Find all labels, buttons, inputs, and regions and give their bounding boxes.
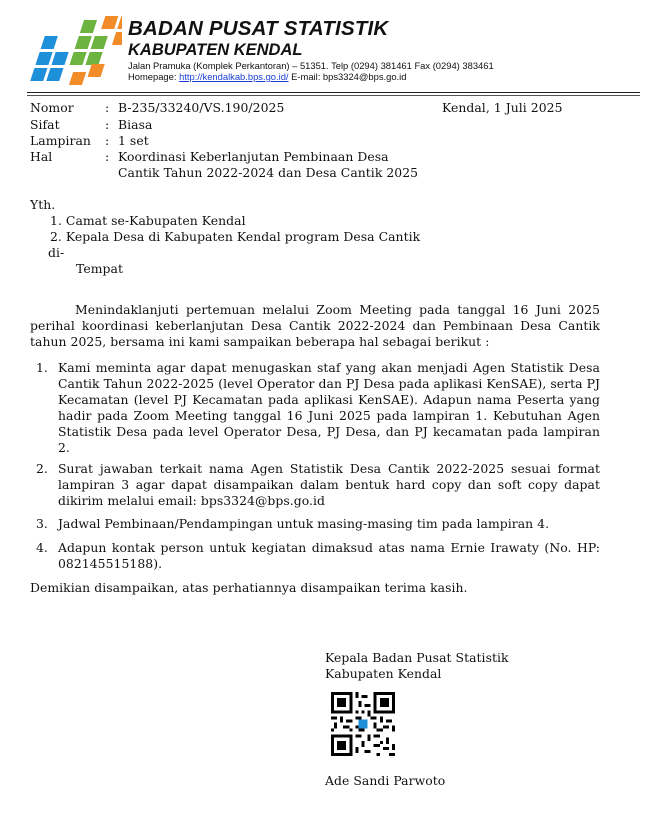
homepage-link[interactable]: http://kendalkab.bps.go.id/ [179,71,289,82]
org-block [128,18,494,82]
di-label: di- [48,245,65,260]
yth-label: Yth. [30,197,56,212]
org-name: BADAN PUSAT STATISTIK [128,17,389,40]
lampiran-label: Lampiran [30,133,91,148]
list-item-number: 3. [36,516,48,531]
list-item [30,360,600,456]
recipient-item: 1. Camat se-Kabupaten Kendal [50,213,246,228]
org-contacts [128,71,494,82]
homepage-label: Homepage: [128,71,180,82]
list-item-number: 4. [36,540,48,555]
lampiran-value: 1 set [118,133,149,148]
opening-paragraph [30,302,600,350]
letter-date: Kendal, 1 Juli 2025 [442,100,563,115]
signatory-name: Ade Sandi Parwoto [325,773,446,788]
letterhead-rule-thin [27,95,640,96]
qr-code-icon [331,692,395,756]
list-item [30,461,600,511]
signatory-title-line1: Kepala Badan Pusat Statistik [325,650,509,665]
email-text: E-mail: bps3324@bps.go.id [288,71,407,82]
org-address: Jalan Pramuka (Komplek Perkantoran) – 51351. Telp (0294) 381461 Fax (0294) 383461 [128,60,494,71]
hal-colon: : [105,149,110,164]
closing-sentence: Demikian disampaikan, atas perhatiannya disampaikan terima kasih. [30,580,468,595]
recipient-item: 2. Kepala Desa di Kabupaten Kendal program Desa Cantik [50,229,421,244]
list-item-number: 2. [36,461,48,476]
hal-label: Hal [30,149,53,164]
sifat-value: Biasa [118,117,153,132]
tempat-label: Tempat [76,261,123,276]
list-item [30,540,600,574]
bps-logo-icon [30,14,122,92]
nomor-value: B-235/33240/VS.190/2025 [118,100,285,115]
hal-value-line2: Cantik Tahun 2022-2024 dan Desa Cantik 2025 [118,165,419,180]
list-item-text: Jadwal Pembinaan/Pendampingan untuk masing-masing tim pada lampiran 4. [58,516,550,531]
nomor-colon: : [105,100,110,115]
nomor-label: Nomor [30,100,74,115]
opening-text: Menindaklanjuti pertemuan melalui Zoom Meeting pada tanggal 16 Juni 2025 perihal koordinasi keberlanjutan Desa Cantik 2022-2024 dan Pembinaan Desa Cantik tahun 2025, bersama ini kami sampaikan beberapa hal sebagai berikut : [30,302,600,349]
list-item-text: Kami meminta agar dapat menugaskan staf yang akan menjadi Agen Statistik Desa Cantik Tahun 2022-2025 (level Operator dan PJ Desa pada aplikasi KenSAE), serta PJ Kecamatan (level PJ Kecamatan pada aplikasi KenSAE). Adapun nama Peserta yang hadir pada Zoom Meeting tanggal 16 Juni 2025 pada lampiran 1. Kebutuhan Agen Statistik Desa pada level Operator Desa, PJ Desa, dan PJ kecamatan pada lampiran 2. [58,360,600,455]
hal-value-line1: Koordinasi Keberlanjutan Pembinaan Desa [118,149,389,164]
org-region: KABUPATEN KENDAL [128,41,303,59]
sifat-label: Sifat [30,117,60,132]
list-item-text: Surat jawaban terkait nama Agen Statistik Desa Cantik 2022-2025 sesuai format lampiran 3 agar dapat disampaikan dalam bentuk hard copy dan soft copy dapat dikirim melalui email: bps3324@bps.go.id [58,461,600,508]
lampiran-colon: : [105,133,110,148]
list-item-number: 1. [36,360,48,375]
list-item [30,516,600,534]
signatory-title-line2: Kabupaten Kendal [325,666,442,681]
list-item-text: Adapun kontak person untuk kegiatan dimaksud atas nama Ernie Irawaty (No. HP: 082145515188). [58,540,600,571]
letterhead-rule [27,92,640,93]
letterhead [30,12,650,92]
sifat-colon: : [105,117,110,132]
